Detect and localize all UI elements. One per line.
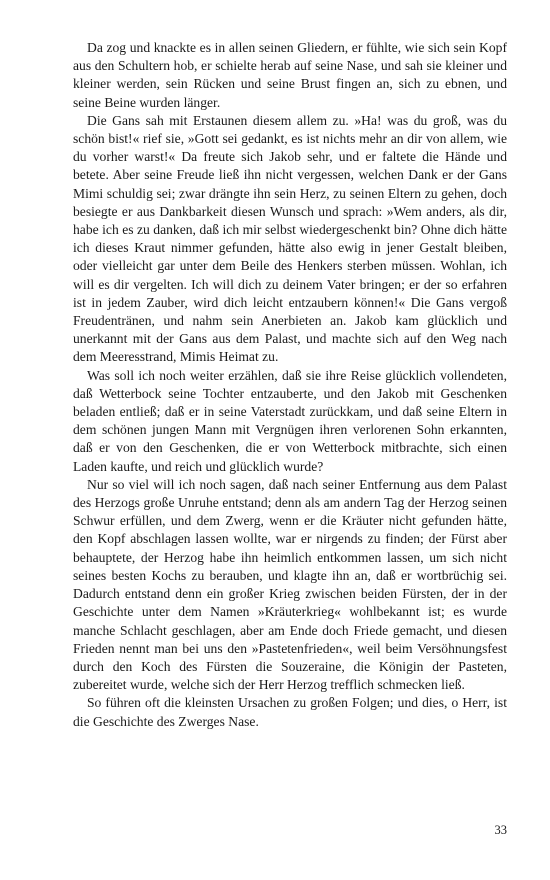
page-body <box>73 39 507 731</box>
paragraph-3: Was soll ich noch weiter erzählen, daß sie ihre Reise glücklich vollendeten, daß Wetterbock seine Tochter entzauberte, und den Jakob mit Geschenken beladen entließ; daß er in seine Vaterstadt zurückkam, und daß seine Eltern in dem schönen jungen Mann mit Vergnügen ihren verlorenen Sohn erkannten, daß er von den Geschenken, die er von Wetterbock mitbrachte, sich einen Laden kaufte, und reich und glücklich wurde? <box>73 367 507 474</box>
paragraph-5: So führen oft die kleinsten Ursachen zu großen Folgen; und dies, o Herr, ist die Geschichte des Zwerges Nase. <box>73 695 507 729</box>
paragraph-1: Da zog und knackte es in allen seinen Gliedern, er fühlte, wie sich sein Kopf aus den Schultern hob, er schielte herab auf seine Nase, und sah sie kleiner und kleiner werden, sein Rücken und seine Brust fingen an, sich zu ebnen, und seine Beine wurden länger. <box>73 40 507 110</box>
paragraph-4: Nur so viel will ich noch sagen, daß nach seiner Entfernung aus dem Palast des Herzogs große Unruhe entstand; denn als am andern Tag der Herzog seinen Schwur erfüllen, und dem Zwerg, wenn er die Kräuter nicht gefunden hätte, den Kopf abschlagen lassen wollte, war er nirgends zu finden; der Fürst aber behauptete, der Herzog habe ihn heimlich entkommen lassen, um sich nicht seines besten Kochs zu berauben, und klagte ihn an, daß er wortbrüchig sei. Dadurch entstand denn ein großer Krieg zwischen beiden Fürsten, der in der Geschichte unter dem Namen »Kräuterkrieg« wohlbekannt ist; es wurde manche Schlacht geschlagen, aber am Ende doch Friede gemacht, und diesen Frieden nennt man bei uns den »Pastetenfrieden«, weil beim Versöhnungsfest durch den Koch des Fürsten die Souzeraine, die Königin der Pasteten, zubereitet wurde, welche sich der Herr Herzog trefflich schmecken ließ. <box>73 476 507 693</box>
page-number: 33 <box>494 823 507 837</box>
paragraph-2: Die Gans sah mit Erstaunen diesem allem zu. »Ha! was du groß, was du schön bist!« rief sie, »Gott sei gedankt, es ist nichts mehr an dir von allem, wie du vorher warst!« Da freute sich Jakob sehr, und er faltete die Hände und betete. Aber seine Freude ließ ihn nicht vergessen, welchen Dank er der Gans Mimi schuldig sei; zwar drängte ihn sein Herz, zu seinen Eltern zu gehen, doch besiegte er aus Dankbarkeit diesen Wunsch und sprach: »Wem anders, als dir, habe ich es zu danken, daß ich mir selbst wiedergeschenkt bin? Ohne dich hätte ich dieses Kraut nimmer gefunden, hätte also ewig in jener Gestalt bleiben, oder vielleicht gar unter dem Beile des Henkers sterben müssen. Wohlan, ich will es dir vergelten. Ich will dich zu deinem Vater bringen; er der so erfahren ist in jedem Zauber, wird dich leicht entzaubern können!« Die Gans vergoß Freudentränen, und nahm sein Anerbieten an. Jakob kam glücklich und unerkannt mit der Gans aus dem Palast, und machte sich auf den Weg nach dem Meeresstrand, Mimis Heimat zu. <box>73 112 507 365</box>
